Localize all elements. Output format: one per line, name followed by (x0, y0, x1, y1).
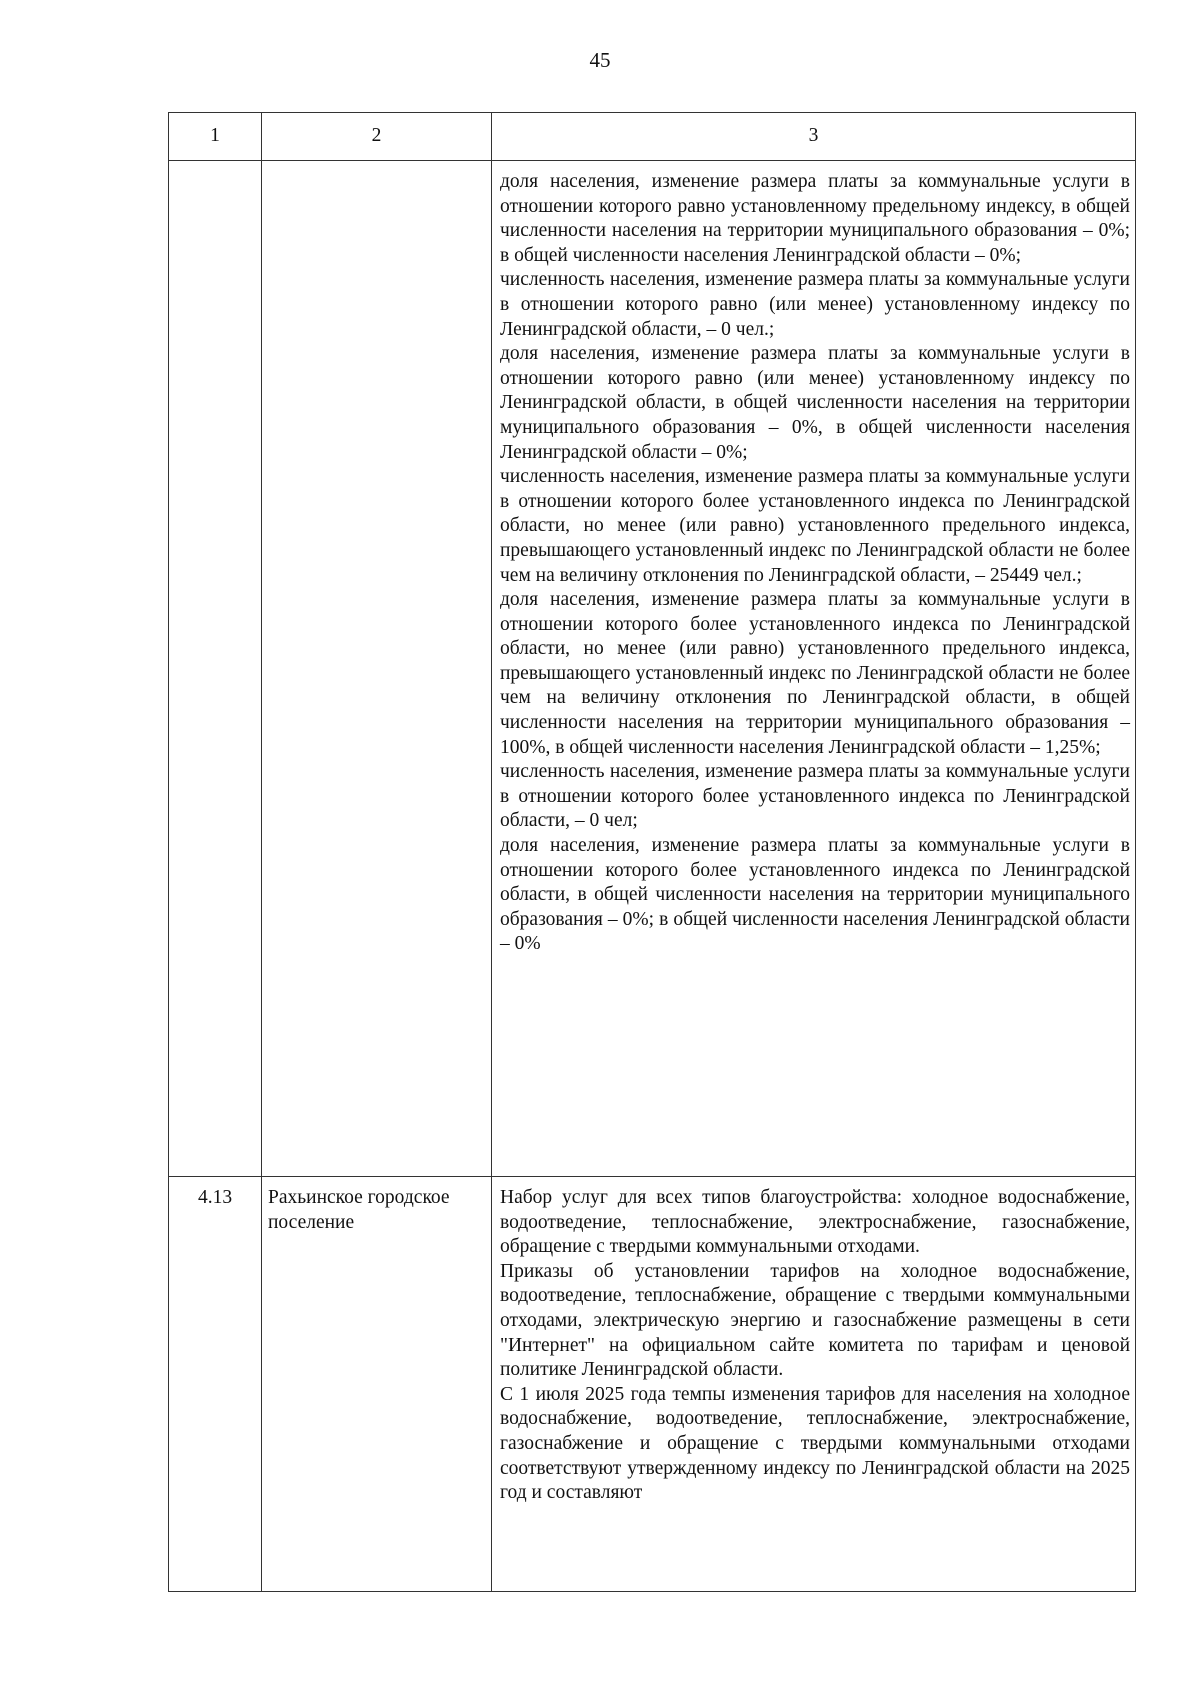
paragraph: Приказы об установлении тарифов на холодное водоснабжение, водоотведение, теплоснабжение, обращение с твердыми коммунальными отходами, электрическую энергию и газоснабжение размещены в сети "Интернет" на официальном сайте комитета по тарифам и ценовой политике Ленинградской области. (500, 1260, 1130, 1381)
settlement-name-cell: Рахьинское городское поселение (262, 1177, 492, 1592)
paragraph: доля населения, изменение размера платы за коммунальные услуги в отношении которого более установленного индекса по Ленинградской области, в общей численности населения на территории муниципального образования – 0%; в общей численности населения Ленинградской области – 0% (500, 835, 1130, 955)
paragraph: Набор услуг для всех типов благоустройства: холодное водоснабжение, водоотведение, теплоснабжение, электроснабжение, газоснабжение, обращение с твердыми коммунальными отходами. (500, 1187, 1130, 1258)
paragraph: численность населения, изменение размера платы за коммунальные услуги в отношении которого более установленного индекса по Ленинградской области, но менее (или равно) установленного предельного индекса, превышающего установленный индекс по Ленинградской области не более чем на величину отклонения по Ленинградской области, – 25449 чел.; (500, 466, 1130, 586)
paragraph: доля населения, изменение размера платы за коммунальные услуги в отношении которого более установленного индекса по Ленинградской области, но менее (или равно) установленного предельного индекса, превышающего установленный индекс по Ленинградской области не более чем на величину отклонения по Ленинградской области, в общей численности населения на территории муниципального образования – 100%, в общей численности населения Ленинградской области – 1,25%; (500, 589, 1130, 758)
paragraph: численность населения, изменение размера платы за коммунальные услуги в отношении которого более установленного индекса по Ленинградской области, – 0 чел; (500, 761, 1130, 832)
column-header-1: 1 (169, 113, 262, 161)
page-number: 45 (589, 48, 611, 72)
column-header-2: 2 (262, 113, 492, 161)
row-number-cell: 4.13 (169, 1177, 262, 1592)
table-header-row (169, 113, 1136, 161)
paragraph: доля населения, изменение размера платы за коммунальные услуги в отношении которого равно установленному предельному индексу, в общей численности населения на территории муниципального образования – 0%; в общей численности населения Ленинградской области – 0%; (500, 171, 1130, 266)
paragraph: С 1 июля 2025 года темпы изменения тарифов для населения на холодное водоснабжение, водоотведение, теплоснабжение, электроснабжение, газоснабжение и обращение с твердыми коммунальными отходами соответствуют утвержденному индексу по Ленинградской области на 2025 год и составляют (500, 1383, 1130, 1504)
table-row (169, 161, 1136, 1177)
document-table (168, 112, 1136, 1592)
row-number-cell (169, 161, 262, 1177)
paragraph: численность населения, изменение размера платы за коммунальные услуги в отношении которого равно (или менее) установленному индексу по Ленинградской области, – 0 чел.; (500, 269, 1130, 340)
description-cell (492, 1177, 1136, 1592)
column-header-3: 3 (492, 113, 1136, 161)
description-cell (492, 161, 1136, 1177)
table-row (169, 1177, 1136, 1592)
paragraph: доля населения, изменение размера платы за коммунальные услуги в отношении которого равно (или менее) установленному индексу по Ленинградской области, в общей численности населения на территории муниципального образования – 0%, в общей численности населения Ленинградской области – 0%; (500, 343, 1130, 463)
settlement-name-cell (262, 161, 492, 1177)
